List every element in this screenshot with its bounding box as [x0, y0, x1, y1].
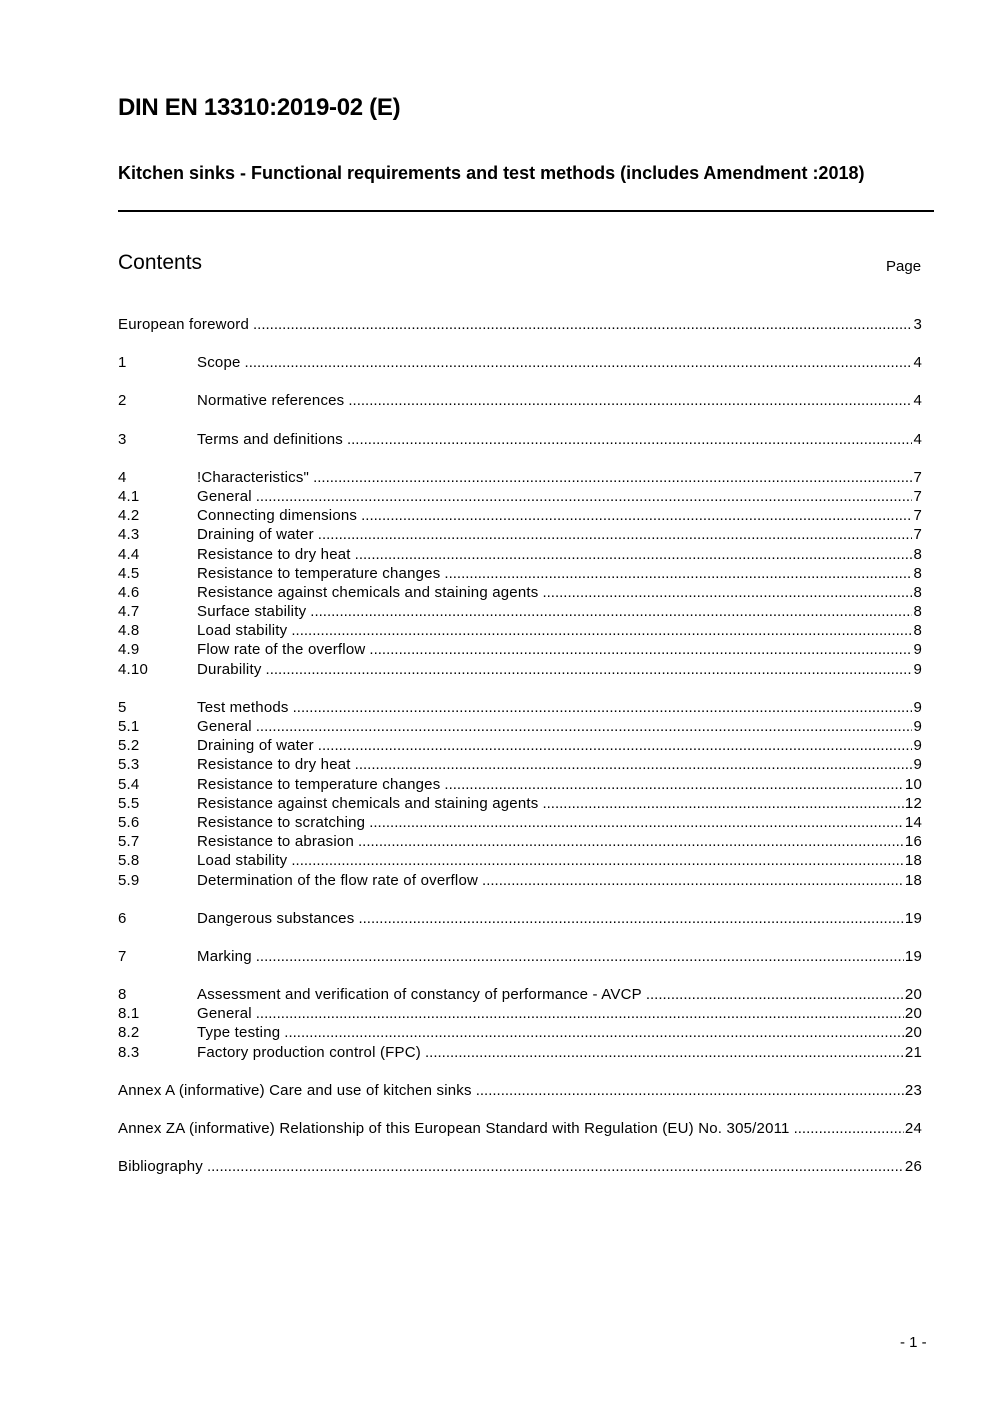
toc-entry-title: Flow rate of the overflow [197, 641, 366, 659]
toc-entry-page: 8 [913, 622, 922, 640]
toc-entry-number: 5.4 [118, 775, 140, 793]
toc-entry-title: Draining of water [197, 526, 314, 544]
toc-entry-number: 8.2 [118, 1024, 140, 1042]
toc-entry-number: 6 [118, 909, 127, 927]
toc-entry-page: 4 [913, 392, 922, 410]
toc-entry[interactable] [118, 736, 922, 755]
toc-entry[interactable] [118, 1157, 922, 1176]
toc-entry-number: 3 [118, 430, 127, 448]
toc-entry-title: Resistance to temperature changes [197, 564, 441, 582]
toc-entry[interactable] [118, 1004, 922, 1023]
toc-entry[interactable] [118, 468, 922, 487]
toc-entry-page: 9 [913, 698, 922, 716]
toc-entry[interactable] [118, 1023, 922, 1042]
toc-leader-dots [794, 1119, 904, 1138]
toc-entry-page: 20 [904, 986, 922, 1004]
toc-entry-title: Annex A (informative) Care and use of kitchen sinks [118, 1081, 472, 1099]
toc-entry-number: 4.4 [118, 545, 140, 563]
toc-leader-dots [245, 353, 913, 372]
page-number: - 1 - [900, 1334, 927, 1351]
contents-heading: Contents [118, 251, 203, 274]
toc-entry-number: 2 [118, 392, 127, 410]
toc-entry-number: 4.9 [118, 641, 140, 659]
toc-leader-dots [256, 717, 913, 736]
toc-entry-number: 5.1 [118, 718, 140, 735]
toc-leader-dots [361, 506, 912, 525]
toc-entry-page: 9 [913, 660, 922, 678]
toc-entry-number: 5 [118, 698, 127, 716]
toc-entry[interactable] [118, 985, 922, 1004]
toc-entry[interactable] [118, 755, 922, 774]
toc-entry-number: 4.2 [118, 507, 140, 525]
toc-entry[interactable] [118, 909, 922, 928]
toc-entry[interactable] [118, 640, 922, 659]
toc-entry[interactable] [118, 430, 922, 449]
toc-entry-number: 5.2 [118, 737, 140, 755]
toc-entry-title: Dangerous substances [197, 909, 355, 927]
toc-entry-title: Annex ZA (informative) Relationship of this European Standard with Regulation (EU) No. 305/2011 [118, 1120, 790, 1137]
toc-entry-number: 4.8 [118, 622, 140, 640]
toc-entry[interactable] [118, 1119, 922, 1138]
toc-leader-dots [542, 794, 903, 813]
toc-entry-title: Scope [197, 354, 241, 372]
toc-entry-number: 4.10 [118, 660, 148, 678]
toc-entry-title: Determination of the flow rate of overflow [197, 871, 479, 889]
toc-leader-dots [425, 1043, 904, 1062]
toc-entry-page: 8 [913, 564, 922, 582]
toc-entry-page: 3 [913, 316, 922, 333]
document-title: DIN EN 13310:2019-02 (E) [118, 94, 401, 121]
toc-entry-page: 9 [913, 718, 922, 735]
toc-entry-title: Resistance to abrasion [197, 833, 354, 851]
toc-entry-page: 26 [904, 1158, 922, 1176]
toc-entry-page: 4 [913, 354, 922, 372]
toc-entry-title: Assessment and verification of constancy of performance - AVCP [197, 986, 642, 1004]
toc-leader-dots [256, 487, 913, 506]
toc-leader-dots [310, 602, 912, 621]
toc-entry-title: Durability [197, 660, 262, 678]
toc-entry-number: 4.7 [118, 603, 140, 621]
title-divider [118, 210, 934, 212]
toc-entry-title: General [197, 1005, 252, 1023]
toc-entry-title: Resistance against chemicals and staining agents [197, 794, 539, 812]
toc-leader-dots [369, 640, 912, 659]
toc-entry-number: 5.5 [118, 794, 140, 812]
toc-entry[interactable] [118, 717, 922, 736]
toc-leader-dots [646, 985, 904, 1004]
toc-entry-page: 4 [913, 430, 922, 448]
toc-entry[interactable] [118, 698, 922, 717]
toc-entry-title: Factory production control (FPC) [197, 1043, 421, 1061]
toc-entry-title: Resistance to dry heat [197, 756, 351, 774]
toc-entry-number: 1 [118, 354, 127, 372]
toc-entry-title: Bibliography [118, 1158, 203, 1176]
toc-entry-number: 4.1 [118, 487, 140, 505]
toc-entry-page: 16 [904, 833, 922, 851]
toc-entry[interactable] [118, 621, 922, 640]
toc-entry-page: 8 [913, 583, 922, 601]
toc-leader-dots [253, 315, 912, 334]
toc-leader-dots [369, 813, 904, 832]
toc-leader-dots [358, 909, 903, 928]
toc-entry-title: Resistance against chemicals and staining agents [197, 583, 539, 601]
toc-entry-page: 12 [904, 794, 922, 812]
toc-entry-number: 5.9 [118, 871, 140, 889]
toc-entry-title: General [197, 718, 252, 735]
toc-leader-dots [355, 545, 913, 564]
toc-entry-page: 18 [904, 852, 922, 870]
toc-leader-dots [444, 775, 904, 794]
toc-entry-title: Resistance to scratching [197, 813, 366, 831]
toc-entry-title: Resistance to temperature changes [197, 775, 441, 793]
toc-leader-dots [207, 1157, 904, 1176]
toc-entry-page: 20 [904, 1024, 922, 1042]
toc-entry-title: European foreword [118, 316, 249, 333]
toc-entry[interactable] [118, 564, 922, 583]
toc-entry[interactable] [118, 832, 922, 851]
toc-entry-title: !Characteristics" [197, 468, 310, 486]
toc-entry[interactable] [118, 1081, 922, 1100]
toc-entry-page: 7 [913, 468, 922, 486]
toc-entry-number: 5.3 [118, 756, 140, 774]
toc-leader-dots [266, 660, 913, 679]
toc-entry-title: Resistance to dry heat [197, 545, 351, 563]
toc-entry[interactable] [118, 775, 922, 794]
toc-entry[interactable] [118, 506, 922, 525]
toc-leader-dots [347, 430, 913, 449]
toc-entry-number: 7 [118, 947, 127, 965]
toc-entry-title: Marking [197, 947, 252, 965]
toc-entry[interactable] [118, 1043, 922, 1062]
toc-entry-title: Draining of water [197, 737, 314, 755]
toc-entry-title: Load stability [197, 852, 288, 870]
toc-entry-number: 5.8 [118, 852, 140, 870]
toc-leader-dots [291, 621, 912, 640]
toc-entry[interactable] [118, 487, 922, 506]
toc-entry-page: 23 [904, 1081, 922, 1099]
toc-leader-dots [256, 947, 904, 966]
toc-entry-number: 4.5 [118, 564, 140, 582]
toc-leader-dots [318, 525, 913, 544]
toc-entry-title: Surface stability [197, 603, 307, 621]
toc-entry[interactable] [118, 794, 922, 813]
toc-entry-page: 19 [904, 909, 922, 927]
toc-entry-page: 9 [913, 737, 922, 755]
toc-entry[interactable] [118, 851, 922, 870]
toc-entry-number: 5.7 [118, 833, 140, 851]
toc-entry[interactable] [118, 353, 922, 372]
toc-entry-number: 4.3 [118, 526, 140, 544]
toc-leader-dots [291, 851, 904, 870]
toc-leader-dots [293, 698, 913, 717]
toc-entry-number: 8 [118, 986, 127, 1004]
toc-entry[interactable] [118, 583, 922, 602]
toc-entry-title: Test methods [197, 698, 289, 716]
toc-entry[interactable] [118, 602, 922, 621]
toc-entry-number: 4 [118, 468, 127, 486]
toc-entry[interactable] [118, 545, 922, 564]
toc-entry-page: 14 [904, 813, 922, 831]
toc-entry[interactable] [118, 813, 922, 832]
toc-leader-dots [355, 755, 913, 774]
toc-entry-title: General [197, 487, 252, 505]
toc-entry[interactable] [118, 947, 922, 966]
toc-entry-page: 18 [904, 871, 922, 889]
toc-entry[interactable] [118, 871, 922, 890]
toc-entry[interactable] [118, 525, 922, 544]
toc-entry-page: 21 [904, 1043, 922, 1061]
toc-entry-page: 9 [913, 641, 922, 659]
toc-entry-page: 8 [913, 545, 922, 563]
toc-entry-page: 19 [904, 947, 922, 965]
toc-leader-dots [313, 468, 912, 487]
toc-entry-page: 9 [913, 756, 922, 774]
table-of-contents [118, 315, 922, 1176]
toc-entry-title: Load stability [197, 622, 288, 640]
toc-entry[interactable] [118, 391, 922, 410]
toc-entry-number: 8.1 [118, 1005, 140, 1023]
toc-leader-dots [318, 736, 913, 755]
toc-leader-dots [256, 1004, 904, 1023]
toc-entry-page: 8 [913, 603, 922, 621]
toc-entry-page: 10 [904, 775, 922, 793]
toc-entry[interactable] [118, 660, 922, 679]
toc-entry-page: 7 [913, 487, 922, 505]
toc-entry-title: Normative references [197, 392, 345, 410]
toc-leader-dots [482, 871, 904, 890]
toc-entry-title: Terms and definitions [197, 430, 343, 448]
toc-leader-dots [476, 1081, 904, 1100]
toc-entry-title: Type testing [197, 1024, 281, 1042]
toc-entry-title: Connecting dimensions [197, 507, 358, 525]
toc-entry[interactable] [118, 315, 922, 334]
toc-leader-dots [542, 583, 912, 602]
page-column-label: Page [886, 258, 922, 275]
toc-leader-dots [348, 391, 912, 410]
document-subtitle: Kitchen sinks - Functional requirements and test methods (includes Amendment :2018) [118, 163, 865, 183]
toc-entry-number: 5.6 [118, 813, 140, 831]
toc-entry-page: 7 [913, 507, 922, 525]
toc-entry-page: 24 [904, 1120, 922, 1137]
toc-entry-page: 7 [913, 526, 922, 544]
toc-entry-number: 8.3 [118, 1043, 140, 1061]
toc-leader-dots [358, 832, 904, 851]
toc-entry-page: 20 [904, 1005, 922, 1023]
toc-leader-dots [284, 1023, 904, 1042]
toc-entry-number: 4.6 [118, 583, 140, 601]
toc-leader-dots [444, 564, 912, 583]
